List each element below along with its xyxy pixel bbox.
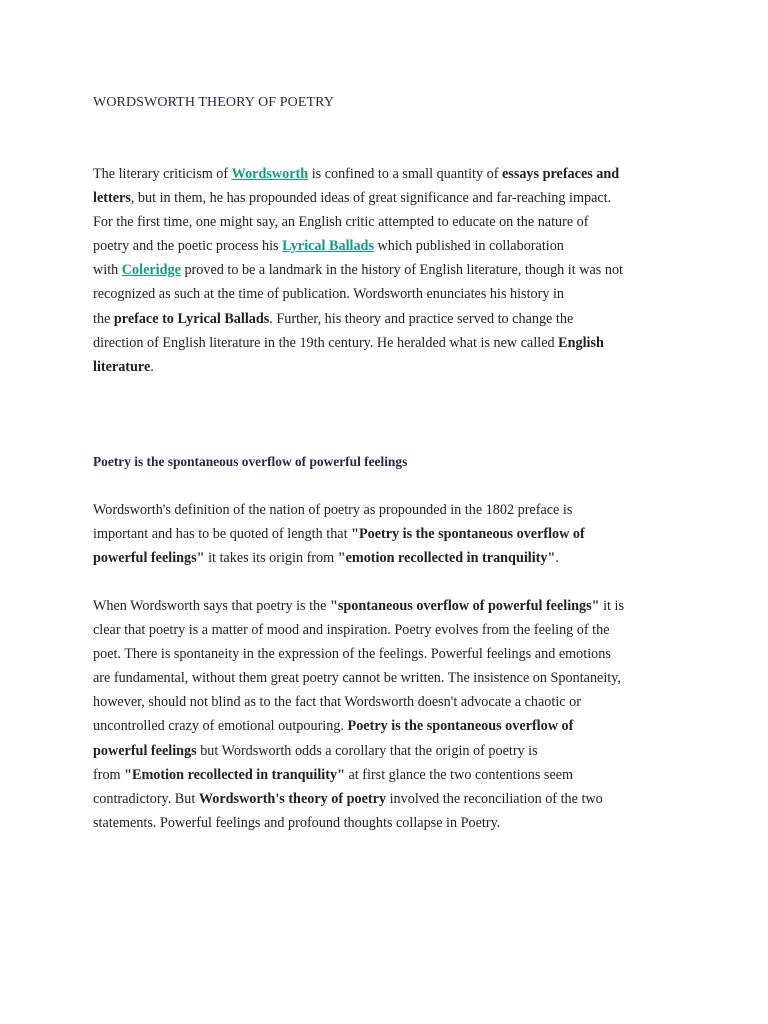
- text-line: [93, 546, 585, 570]
- text-run: When Wordsworth says that poetry is the: [93, 598, 330, 614]
- text-line: [93, 186, 623, 210]
- text-line: [93, 739, 624, 763]
- text-run: important and has to be quoted of length that: [93, 526, 352, 543]
- text-run: it is: [599, 598, 624, 614]
- bold-text: preface to Lyrical Ballads: [113, 310, 270, 327]
- text-run: .: [555, 550, 559, 567]
- bold-text: "Emotion recollected in tranquility": [124, 766, 345, 783]
- text-line: statements. Powerful feelings and profound thoughts collapse in Poetry.: [93, 814, 501, 831]
- definition-paragraph: [93, 498, 585, 570]
- bold-text: powerful feelings": [93, 550, 205, 567]
- text-line: [93, 307, 623, 331]
- text-line: are fundamental, without them great poetry cannot be written. The insistence on Spontaneity,: [93, 670, 621, 687]
- text-line: however, should not blind as to the fact that Wordsworth doesn't advocate a chaotic or: [93, 694, 581, 711]
- text-run: poetry and the poetic process his: [93, 238, 283, 255]
- text-run: The literary criticism of: [93, 166, 232, 182]
- link-lyrical-ballads[interactable]: Lyrical Ballads: [282, 238, 374, 255]
- document-title: WORDSWORTH THEORY OF POETRY: [93, 95, 335, 110]
- text-line: For the first time, one might say, an English critic attempted to educate on the nature of: [93, 214, 589, 231]
- text-line: [93, 355, 623, 379]
- text-line: [93, 258, 623, 282]
- text-run: proved to be a landmark in the history of English literature, though it was not: [180, 262, 623, 279]
- bold-text: essays prefaces and: [502, 166, 620, 182]
- text-line: [93, 522, 585, 546]
- text-line: [93, 331, 623, 355]
- bold-text: "spontaneous overflow of powerful feelings": [329, 598, 600, 614]
- bold-text: "emotion recollected in tranquility": [337, 550, 556, 567]
- bold-text: "Poetry is the spontaneous overflow of: [351, 526, 585, 543]
- text-line: [93, 763, 624, 787]
- text-run: the: [93, 310, 114, 327]
- text-run: from: [93, 766, 125, 783]
- text-line: [93, 162, 623, 186]
- text-line: [93, 787, 624, 811]
- explanation-paragraph: [93, 594, 624, 835]
- bold-text: letters: [93, 190, 131, 207]
- text-run: which published in collaboration: [373, 238, 564, 255]
- bold-text: Poetry is the spontaneous overflow of: [347, 718, 574, 735]
- text-run: . Further, his theory and practice served to change the: [269, 310, 574, 327]
- text-run: with: [93, 262, 122, 279]
- intro-paragraph: [93, 162, 623, 379]
- text-line: [93, 714, 624, 738]
- text-line: [93, 234, 623, 258]
- text-run: , but in them, he has propounded ideas of great significance and far-reaching impact.: [130, 190, 612, 207]
- link-coleridge[interactable]: Coleridge: [121, 262, 181, 279]
- bold-text: Wordsworth's theory of poetry: [198, 790, 387, 807]
- text-run: .: [150, 358, 154, 375]
- text-run: contradictory. But: [93, 790, 199, 807]
- text-run: uncontrolled crazy of emotional outpouring.: [93, 718, 348, 735]
- bold-text: English: [558, 334, 604, 351]
- text-line: recognized as such at the time of publication. Wordsworth enunciates his history in: [93, 286, 565, 303]
- text-run: is confined to a small quantity of: [308, 166, 502, 182]
- text-run: it takes its origin from: [204, 550, 338, 567]
- section-heading: Poetry is the spontaneous overflow of powerful feelings: [93, 454, 408, 469]
- text-line: poet. There is spontaneity in the expression of the feelings. Powerful feelings and emotions: [93, 646, 611, 663]
- text-run: direction of English literature in the 19th century. He heralded what is new called: [93, 334, 559, 351]
- text-line: clear that poetry is a matter of mood and inspiration. Poetry evolves from the feeling of the: [93, 622, 610, 639]
- text-line: [93, 594, 624, 618]
- bold-text: powerful feelings: [93, 742, 197, 759]
- text-run: at first glance the two contentions seem: [344, 766, 574, 783]
- link-wordsworth[interactable]: Wordsworth: [231, 166, 309, 182]
- text-line: Wordsworth's definition of the nation of poetry as propounded in the 1802 preface is: [93, 502, 573, 518]
- bold-text: literature: [93, 358, 151, 375]
- text-run: but Wordsworth odds a corollary that the origin of poetry is: [196, 742, 538, 759]
- text-run: involved the reconciliation of the two: [386, 790, 603, 807]
